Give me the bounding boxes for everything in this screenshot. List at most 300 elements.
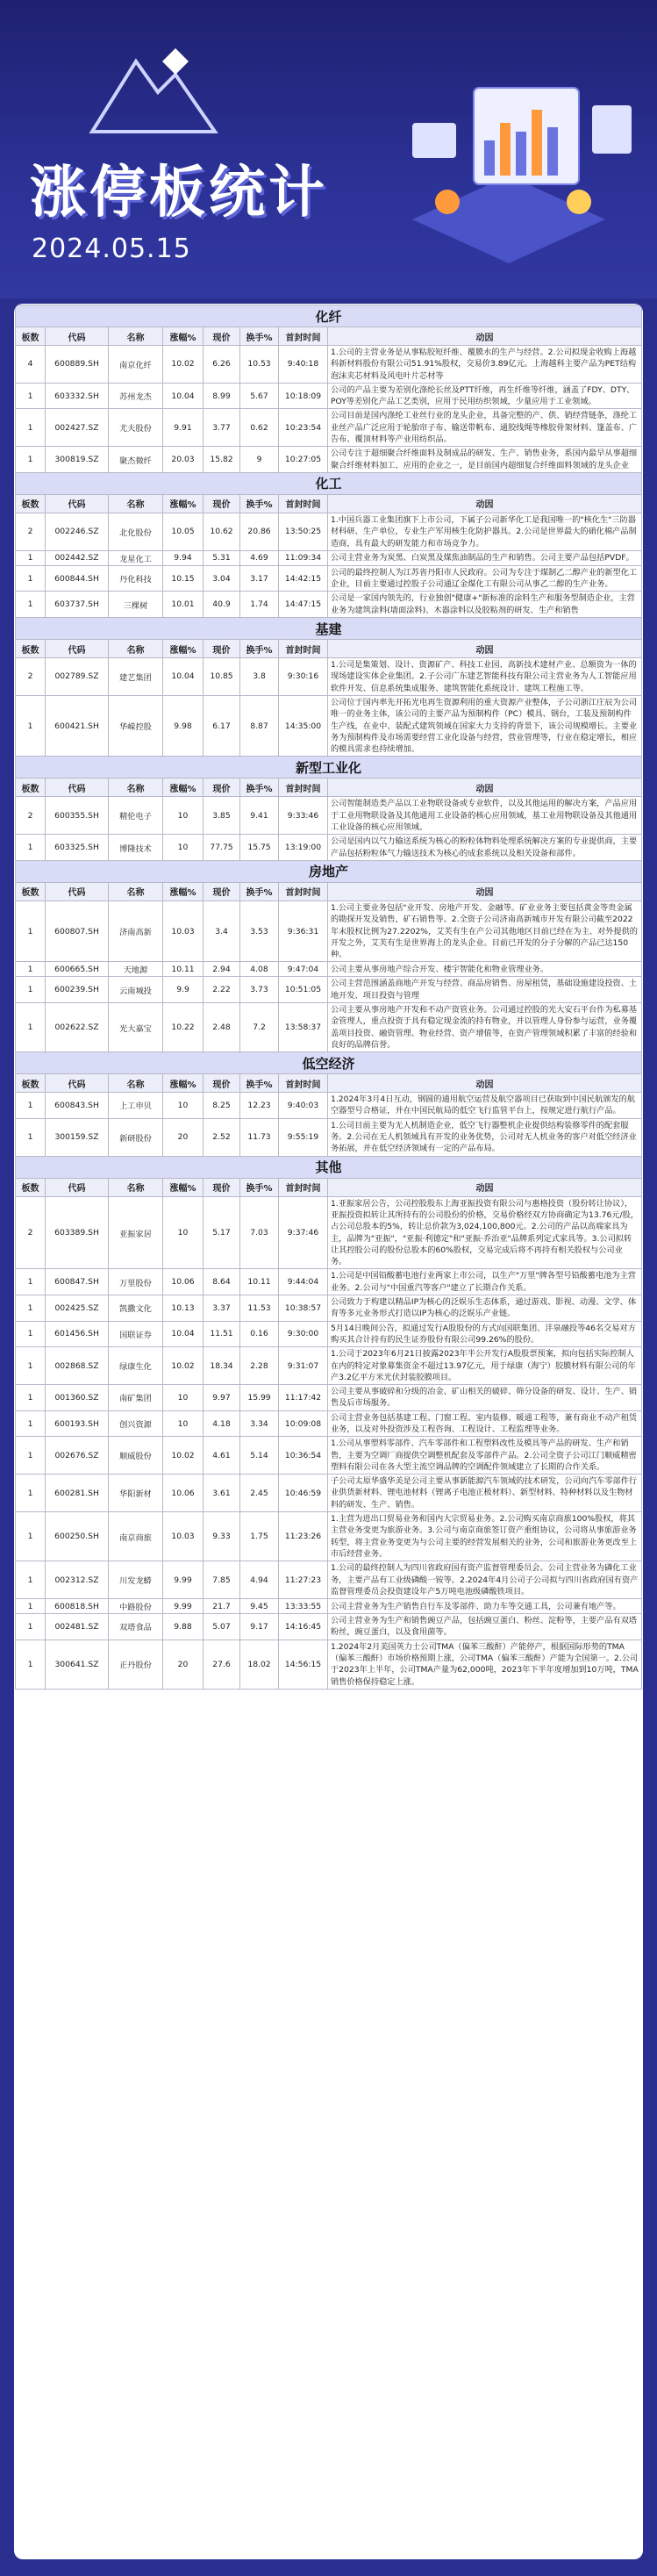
first-seal-time-cell: 9:55:19 bbox=[279, 1118, 328, 1156]
stock-code-cell: 002676.SZ bbox=[46, 1437, 109, 1475]
stock-name-cell: 尤夫股份 bbox=[109, 409, 163, 447]
section-title: 基建 bbox=[16, 618, 642, 640]
price-cell: 2.48 bbox=[204, 1002, 240, 1051]
stock-name-cell: 精伦电子 bbox=[109, 797, 163, 835]
stock-name-cell: 云南城投 bbox=[109, 977, 163, 1003]
column-header-first-seal-time: 首封时间 bbox=[279, 1074, 328, 1093]
stock-name-cell: 聚杰微纤 bbox=[109, 447, 163, 473]
limit-up-table bbox=[15, 305, 642, 1690]
stock-name-cell: 三棵树 bbox=[109, 592, 163, 618]
turnover-pct-cell: 1.74 bbox=[240, 592, 279, 618]
reason-cell: 1.亚振家居公告，公司控股股东上海亚振投资有限公司与惠格投资（股份转让协议），亚振投资拟转让其所持有的公司股份的价格，交易价格经双方协商确定为13.76元/股，占公司总股本的5%，转让总价款为3,024,100,800元。2.公司的产品以高端家具为主，品牌为"亚振"，"亚振·利德定"和"亚振·乔治亚"品牌系列定式家具等。3.公司拟转让其控股公司的股份总股本的60%股权，交易完成后将不再持有相关股权与公司业务。 bbox=[328, 1196, 642, 1269]
section-header bbox=[16, 1052, 642, 1074]
first-seal-time-cell: 9:33:46 bbox=[279, 797, 328, 835]
board-count-cell: 2 bbox=[16, 1196, 46, 1269]
price-cell: 3.61 bbox=[204, 1475, 240, 1512]
reason-cell: 公司是一家国内领先的，行业独创"健康+"新标准的涂料生产和服务型制造企业，主营业务为建筑涂料(墙面涂料)、木器涂料以及胶粘剂的研发、生产和销售 bbox=[328, 592, 642, 618]
turnover-pct-cell: 9.17 bbox=[240, 1614, 279, 1640]
price-cell: 8.25 bbox=[204, 1093, 240, 1119]
stock-code-cell: 600250.SH bbox=[46, 1512, 109, 1561]
first-seal-time-cell: 13:19:00 bbox=[279, 835, 328, 861]
stock-code-cell: 002622.SZ bbox=[46, 1002, 109, 1051]
stock-name-cell: 南矿集团 bbox=[109, 1385, 163, 1411]
stock-code-cell: 600843.SH bbox=[46, 1093, 109, 1119]
board-count-cell: 1 bbox=[16, 383, 46, 409]
turnover-pct-cell: 3.8 bbox=[240, 658, 279, 696]
column-header-stock-code: 代码 bbox=[46, 882, 109, 901]
table-row[interactable] bbox=[16, 797, 642, 835]
turnover-pct-cell: 4.94 bbox=[240, 1561, 279, 1599]
column-header-price: 现价 bbox=[204, 327, 240, 346]
reason-cell: 公司的产品主要为差别化涤纶长丝及PTT纤维，再生纤维等纤维，涵盖了FDY、DTY、POY等差别化产品工艺类别，应用于民用纺织领域，少量应用于工业领域。 bbox=[328, 383, 642, 409]
column-header-board-count: 板数 bbox=[16, 1178, 46, 1196]
stock-code-cell: 300641.SZ bbox=[46, 1640, 109, 1689]
board-count-cell: 1 bbox=[16, 1269, 46, 1295]
first-seal-time-cell: 11:17:42 bbox=[279, 1385, 328, 1411]
board-count-cell: 1 bbox=[16, 1475, 46, 1512]
column-header-row bbox=[16, 1074, 642, 1093]
price-cell: 3.37 bbox=[204, 1295, 240, 1322]
table-row[interactable] bbox=[16, 513, 642, 550]
stock-name-cell: 凯撒文化 bbox=[109, 1295, 163, 1322]
table-row[interactable] bbox=[16, 1093, 642, 1119]
column-header-turnover-pct: 换手% bbox=[240, 1178, 279, 1196]
price-cell: 9.97 bbox=[204, 1385, 240, 1411]
first-seal-time-cell: 10:23:54 bbox=[279, 409, 328, 447]
price-cell: 2.52 bbox=[204, 1118, 240, 1156]
table-row[interactable] bbox=[16, 1385, 642, 1411]
gain-pct-cell: 10.02 bbox=[163, 1347, 204, 1385]
stock-name-cell: 国联证券 bbox=[109, 1321, 163, 1347]
board-count-cell: 1 bbox=[16, 695, 46, 756]
price-cell: 10.62 bbox=[204, 513, 240, 550]
board-count-cell: 1 bbox=[16, 1410, 46, 1437]
column-header-stock-code: 代码 bbox=[46, 1178, 109, 1196]
table-row[interactable] bbox=[16, 1269, 642, 1295]
turnover-pct-cell: 11.53 bbox=[240, 1295, 279, 1322]
price-cell: 40.9 bbox=[204, 592, 240, 618]
turnover-pct-cell: 9.45 bbox=[240, 1599, 279, 1614]
turnover-pct-cell: 18.02 bbox=[240, 1640, 279, 1689]
reason-cell: 公司致力于构建以精品IP为核心的泛娱乐生态体系，通过游戏、影视、动漫、文学、体育等多元业务形式打造以IP为核心的泛娱乐产业链。 bbox=[328, 1295, 642, 1322]
column-header-row bbox=[16, 640, 642, 658]
table-row[interactable] bbox=[16, 695, 642, 756]
stock-code-cell: 600889.SH bbox=[46, 346, 109, 384]
board-count-cell: 2 bbox=[16, 797, 46, 835]
price-cell: 21.7 bbox=[204, 1599, 240, 1614]
gain-pct-cell: 10 bbox=[163, 1385, 204, 1411]
reason-cell: 1.公司从事塑料零部件、汽车零部件和工程塑料改性及模具等产品的研发、生产和销售，主要为空调厂商提供空调整机配套及零部件产品。2.公司全资子公司江门顺威精密塑料有限公司在各大型主流空调品牌的空调配件领域建立了长期的合作关系。 bbox=[328, 1437, 642, 1475]
table-row[interactable] bbox=[16, 550, 642, 565]
turnover-pct-cell: 0.16 bbox=[240, 1321, 279, 1347]
board-count-cell: 1 bbox=[16, 1347, 46, 1385]
board-count-cell: 1 bbox=[16, 565, 46, 592]
table-row[interactable] bbox=[16, 565, 642, 592]
column-header-turnover-pct: 换手% bbox=[240, 494, 279, 513]
first-seal-time-cell: 9:47:04 bbox=[279, 962, 328, 977]
table-row[interactable] bbox=[16, 1321, 642, 1347]
column-header-stock-code: 代码 bbox=[46, 494, 109, 513]
turnover-pct-cell: 4.08 bbox=[240, 962, 279, 977]
turnover-pct-cell: 3.53 bbox=[240, 901, 279, 961]
column-header-row bbox=[16, 327, 642, 346]
reason-cell: 公司目前是国内涤纶工业丝行业的龙头企业，具备完整的产、供、销经营链条，涤纶工业丝产品广泛应用于轮胎帘子布、输送带帆布、通胶线绳等橡胶骨架材料、篷盖布、广告布、覆顶材料等产业用纺织品。 bbox=[328, 409, 642, 447]
turnover-pct-cell: 2.28 bbox=[240, 1347, 279, 1385]
reason-cell: 公司主要从事房地产综合开发、楼宇智能化和物业管理业务。 bbox=[328, 962, 642, 977]
table-row[interactable] bbox=[16, 1347, 642, 1385]
gain-pct-cell: 20 bbox=[163, 1640, 204, 1689]
column-header-turnover-pct: 换手% bbox=[240, 882, 279, 901]
column-header-board-count: 板数 bbox=[16, 327, 46, 346]
column-header-stock-name: 名称 bbox=[109, 779, 163, 797]
board-count-cell: 2 bbox=[16, 513, 46, 550]
table-row[interactable] bbox=[16, 977, 642, 1003]
first-seal-time-cell: 14:47:15 bbox=[279, 592, 328, 618]
price-cell: 8.64 bbox=[204, 1269, 240, 1295]
price-cell: 3.4 bbox=[204, 901, 240, 961]
board-count-cell: 1 bbox=[16, 977, 46, 1003]
first-seal-time-cell: 10:18:09 bbox=[279, 383, 328, 409]
section-title: 新型工业化 bbox=[16, 757, 642, 779]
first-seal-time-cell: 13:33:55 bbox=[279, 1599, 328, 1614]
column-header-stock-name: 名称 bbox=[109, 327, 163, 346]
first-seal-time-cell: 13:58:37 bbox=[279, 1002, 328, 1051]
stock-code-cell: 002481.SZ bbox=[46, 1614, 109, 1640]
column-header-reason: 动因 bbox=[328, 779, 642, 797]
column-header-first-seal-time: 首封时间 bbox=[279, 779, 328, 797]
stock-name-cell: 北化股份 bbox=[109, 513, 163, 550]
first-seal-time-cell: 9:40:03 bbox=[279, 1093, 328, 1119]
column-header-price: 现价 bbox=[204, 1074, 240, 1093]
data-dashboard-illustration-icon bbox=[377, 70, 640, 272]
stock-code-cell: 001360.SZ bbox=[46, 1385, 109, 1411]
gain-pct-cell: 10.05 bbox=[163, 513, 204, 550]
stock-code-cell: 002868.SZ bbox=[46, 1347, 109, 1385]
stock-code-cell: 603325.SH bbox=[46, 835, 109, 861]
gain-pct-cell: 9.94 bbox=[163, 550, 204, 565]
section-title: 其他 bbox=[16, 1156, 642, 1178]
column-header-board-count: 板数 bbox=[16, 494, 46, 513]
stock-name-cell: 天地源 bbox=[109, 962, 163, 977]
gain-pct-cell: 9.99 bbox=[163, 1561, 204, 1599]
reason-cell: 公司主要从事破碎和分级的冶金、矿山相关的破碎、筛分设备的研发、设计、生产、销售及后市场服务。 bbox=[328, 1385, 642, 1411]
page-date: 2024.05.15 bbox=[32, 233, 191, 264]
gain-pct-cell: 10 bbox=[163, 1196, 204, 1269]
gain-pct-cell: 10.06 bbox=[163, 1269, 204, 1295]
price-cell: 5.17 bbox=[204, 1196, 240, 1269]
table-row[interactable] bbox=[16, 1118, 642, 1156]
column-header-price: 现价 bbox=[204, 882, 240, 901]
turnover-pct-cell: 0.62 bbox=[240, 409, 279, 447]
table-row[interactable] bbox=[16, 383, 642, 409]
turnover-pct-cell: 2.45 bbox=[240, 1475, 279, 1512]
board-count-cell: 1 bbox=[16, 592, 46, 618]
price-cell: 11.51 bbox=[204, 1321, 240, 1347]
gain-pct-cell: 10 bbox=[163, 835, 204, 861]
board-count-cell: 1 bbox=[16, 1002, 46, 1051]
stock-code-cell: 603737.SH bbox=[46, 592, 109, 618]
gain-pct-cell: 20.03 bbox=[163, 447, 204, 473]
price-cell: 10.85 bbox=[204, 658, 240, 696]
section-title: 化纤 bbox=[16, 305, 642, 327]
stock-name-cell: 南京化纤 bbox=[109, 346, 163, 384]
column-header-stock-code: 代码 bbox=[46, 779, 109, 797]
column-header-stock-name: 名称 bbox=[109, 640, 163, 658]
section-header bbox=[16, 1156, 642, 1178]
stock-code-cell: 601456.SH bbox=[46, 1321, 109, 1347]
table-row[interactable] bbox=[16, 1614, 642, 1640]
stock-name-cell: 建艺集团 bbox=[109, 658, 163, 696]
board-count-cell: 1 bbox=[16, 835, 46, 861]
reason-cell: 公司是国内以气力输送系统为核心的粉粒体物料处理系统解决方案的专业提供商，主要产品包括粉粒体气力输送技术为核心的成套系统以及相关设备和部件。 bbox=[328, 835, 642, 861]
column-header-turnover-pct: 换手% bbox=[240, 1074, 279, 1093]
page-title: 涨停板统计 bbox=[30, 161, 328, 226]
column-header-price: 现价 bbox=[204, 640, 240, 658]
table-row[interactable] bbox=[16, 1410, 642, 1437]
board-count-cell: 1 bbox=[16, 962, 46, 977]
price-cell: 6.17 bbox=[204, 695, 240, 756]
reason-cell: 1.公司于2023年6月21日披露2023年半公开发行A股股票预案，拟向包括实际控制人在内的特定对象募集资金不超过13.97亿元，用于绿康（海宁）胶膜材料有限公司的年产3.2亿平方米光伏封装胶膜项目。 bbox=[328, 1347, 642, 1385]
first-seal-time-cell: 14:42:15 bbox=[279, 565, 328, 592]
first-seal-time-cell: 9:30:16 bbox=[279, 658, 328, 696]
stock-name-cell: 绿康生化 bbox=[109, 1347, 163, 1385]
stock-code-cell: 002427.SZ bbox=[46, 409, 109, 447]
stock-name-cell: 龙星化工 bbox=[109, 550, 163, 565]
table-row[interactable] bbox=[16, 835, 642, 861]
column-header-stock-name: 名称 bbox=[109, 494, 163, 513]
board-count-cell: 2 bbox=[16, 658, 46, 696]
reason-cell: 公司主营业务为生产和销售豌豆产品，包括豌豆蛋白、粉丝、淀粉等，主要产品有双塔粉丝，豌豆蛋白，以及食用菌等。 bbox=[328, 1614, 642, 1640]
section-header bbox=[16, 305, 642, 327]
gain-pct-cell: 9.99 bbox=[163, 1599, 204, 1614]
column-header-price: 现价 bbox=[204, 779, 240, 797]
gain-pct-cell: 10.03 bbox=[163, 1512, 204, 1561]
first-seal-time-cell: 14:56:15 bbox=[279, 1640, 328, 1689]
first-seal-time-cell: 9:31:07 bbox=[279, 1347, 328, 1385]
stock-name-cell: 光大嘉宝 bbox=[109, 1002, 163, 1051]
column-header-reason: 动因 bbox=[328, 882, 642, 901]
table-row[interactable] bbox=[16, 962, 642, 977]
column-header-stock-name: 名称 bbox=[109, 882, 163, 901]
table-row[interactable] bbox=[16, 1002, 642, 1051]
stock-code-cell: 600818.SH bbox=[46, 1599, 109, 1614]
turnover-pct-cell: 1.75 bbox=[240, 1512, 279, 1561]
price-cell: 5.07 bbox=[204, 1614, 240, 1640]
price-cell: 3.77 bbox=[204, 409, 240, 447]
price-cell: 7.85 bbox=[204, 1561, 240, 1599]
column-header-gain-pct: 涨幅% bbox=[163, 1074, 204, 1093]
gain-pct-cell: 10.22 bbox=[163, 1002, 204, 1051]
column-header-stock-name: 名称 bbox=[109, 1178, 163, 1196]
limit-up-table-panel bbox=[14, 304, 643, 2559]
stock-name-cell: 顺威股份 bbox=[109, 1437, 163, 1475]
reason-cell: 1.公司的主营业务是从事粘胶短纤维、覆膜水的生产与经营。2.公司拟现金收购上海越科新材料股份有限公司51.91%股权，交易价3.89亿元。上海越科主要产品为PET结构泡沫夹芯材料及风电叶片芯材等 bbox=[328, 346, 642, 384]
table-row[interactable] bbox=[16, 1475, 642, 1512]
section-header bbox=[16, 860, 642, 882]
turnover-pct-cell: 9 bbox=[240, 447, 279, 473]
column-header-reason: 动因 bbox=[328, 327, 642, 346]
turnover-pct-cell: 5.14 bbox=[240, 1437, 279, 1475]
price-cell: 2.22 bbox=[204, 977, 240, 1003]
stock-code-cell: 600281.SH bbox=[46, 1475, 109, 1512]
board-count-cell: 1 bbox=[16, 1295, 46, 1322]
first-seal-time-cell: 11:27:23 bbox=[279, 1561, 328, 1599]
table-row[interactable] bbox=[16, 1196, 642, 1269]
column-header-first-seal-time: 首封时间 bbox=[279, 1178, 328, 1196]
gain-pct-cell: 10.02 bbox=[163, 1437, 204, 1475]
board-count-cell: 1 bbox=[16, 1614, 46, 1640]
stock-name-cell: 博隆技术 bbox=[109, 835, 163, 861]
column-header-reason: 动因 bbox=[328, 1074, 642, 1093]
table-row[interactable] bbox=[16, 1561, 642, 1599]
stock-code-cell: 300819.SZ bbox=[46, 447, 109, 473]
reason-cell: 1.公司是中国铅酸蓄电池行业两家上市公司，以生产"万里"牌各型号铅酸蓄电池为主营业务。2.公司与"中国重汽等客户"建立了长期合作关系。 bbox=[328, 1269, 642, 1295]
first-seal-time-cell: 9:36:31 bbox=[279, 901, 328, 961]
stock-name-cell: 正丹股份 bbox=[109, 1640, 163, 1689]
board-count-cell: 1 bbox=[16, 1561, 46, 1599]
turnover-pct-cell: 3.34 bbox=[240, 1410, 279, 1437]
column-header-board-count: 板数 bbox=[16, 779, 46, 797]
first-seal-time-cell: 9:30:00 bbox=[279, 1321, 328, 1347]
stock-name-cell: 济南高新 bbox=[109, 901, 163, 961]
turnover-pct-cell: 7.2 bbox=[240, 1002, 279, 1051]
gain-pct-cell: 20 bbox=[163, 1118, 204, 1156]
table-row[interactable] bbox=[16, 409, 642, 447]
reason-cell: 1.2024年2月美国英力士公司TMA（偏苯三酸酐）产能停产，根据国际形势的TMA（偏苯三酸酐）市场价格预期上涨，公司TMA（偏苯三酸酐）产能为全国第一。2.公司于2023年上半年，公司TMA产量为62,000吨，2023年下半年度增加到10万吨，TMA销售价格保持稳定上涨。 bbox=[328, 1640, 642, 1689]
column-header-row bbox=[16, 779, 642, 797]
stock-name-cell: 丹化科技 bbox=[109, 565, 163, 592]
section-title: 房地产 bbox=[16, 860, 642, 882]
reason-cell: 公司智能制造类产品以工业物联设备或专业软件，以及其他运用的解决方案，产品应用于工业用物联设备及其他通用工业设备的核心应用领域，基工业用物联设备及其他通用工业设备的核心应用领域。 bbox=[328, 797, 642, 835]
column-header-reason: 动因 bbox=[328, 640, 642, 658]
stock-code-cell: 603332.SH bbox=[46, 383, 109, 409]
price-cell: 27.6 bbox=[204, 1640, 240, 1689]
board-count-cell: 1 bbox=[16, 550, 46, 565]
first-seal-time-cell: 9:40:18 bbox=[279, 346, 328, 384]
stock-code-cell: 600844.SH bbox=[46, 565, 109, 592]
gain-pct-cell: 10.01 bbox=[163, 592, 204, 618]
stock-name-cell: 苏州龙杰 bbox=[109, 383, 163, 409]
stock-name-cell: 万里股份 bbox=[109, 1269, 163, 1295]
column-header-stock-name: 名称 bbox=[109, 1074, 163, 1093]
turnover-pct-cell: 10.11 bbox=[240, 1269, 279, 1295]
table-row[interactable] bbox=[16, 592, 642, 618]
table-row[interactable] bbox=[16, 1437, 642, 1475]
board-count-cell: 1 bbox=[16, 1640, 46, 1689]
gain-pct-cell: 10.13 bbox=[163, 1295, 204, 1322]
stock-name-cell: 新研股份 bbox=[109, 1118, 163, 1156]
column-header-first-seal-time: 首封时间 bbox=[279, 327, 328, 346]
column-header-board-count: 板数 bbox=[16, 882, 46, 901]
reason-cell: 公司专注于超细聚合纤维面料及制成品的研发、生产、销售业务，系国内最早从事超细聚合纤维材料加工、应用的企业之一，是目前国内超细复合纤维面料领域的龙头企业 bbox=[328, 447, 642, 473]
stock-code-cell: 002246.SZ bbox=[46, 513, 109, 550]
column-header-row bbox=[16, 1178, 642, 1196]
table-row[interactable] bbox=[16, 1599, 642, 1614]
first-seal-time-cell: 10:36:54 bbox=[279, 1437, 328, 1475]
gain-pct-cell: 10.03 bbox=[163, 901, 204, 961]
stock-code-cell: 002425.SZ bbox=[46, 1295, 109, 1322]
price-cell: 5.31 bbox=[204, 550, 240, 565]
table-row[interactable] bbox=[16, 1512, 642, 1561]
column-header-board-count: 板数 bbox=[16, 640, 46, 658]
board-count-cell: 1 bbox=[16, 1118, 46, 1156]
first-seal-time-cell: 14:35:00 bbox=[279, 695, 328, 756]
column-header-turnover-pct: 换手% bbox=[240, 327, 279, 346]
gain-pct-cell: 10 bbox=[163, 797, 204, 835]
board-count-cell: 1 bbox=[16, 447, 46, 473]
price-cell: 3.85 bbox=[204, 797, 240, 835]
column-header-gain-pct: 涨幅% bbox=[163, 779, 204, 797]
price-cell: 6.26 bbox=[204, 346, 240, 384]
price-cell: 18.34 bbox=[204, 1347, 240, 1385]
gain-pct-cell: 10 bbox=[163, 1410, 204, 1437]
reason-cell: 公司主营业务为炭黑、白炭黑及煤焦油制品的生产和销售。公司主要产品包括PVDF。 bbox=[328, 550, 642, 565]
column-header-first-seal-time: 首封时间 bbox=[279, 882, 328, 901]
board-count-cell: 1 bbox=[16, 1385, 46, 1411]
column-header-stock-code: 代码 bbox=[46, 327, 109, 346]
reason-cell: 1.公司是集策划、设计、资源矿产、科技工业园、高新技术建材产业、总额资为一体的现场建设实体企业集团。2.子公司广东建艺智能科技有限公司主营业务为人工智能应用软件开发、信息系统集成服务、建筑智能化系统设计、建筑工程施工等。 bbox=[328, 658, 642, 696]
table-row[interactable] bbox=[16, 901, 642, 961]
first-seal-time-cell: 10:27:05 bbox=[279, 447, 328, 473]
column-header-gain-pct: 涨幅% bbox=[163, 882, 204, 901]
reason-cell: 公司的最终控制人为江苏省丹阳市人民政府。公司为专注于煤制乙二醇产业的新型化工企业，目前主要通过控股子公司通辽金煤化工有限公司从事乙二醇的生产业务。 bbox=[328, 565, 642, 592]
turnover-pct-cell: 15.75 bbox=[240, 835, 279, 861]
column-header-stock-code: 代码 bbox=[46, 640, 109, 658]
stock-code-cell: 603389.SH bbox=[46, 1196, 109, 1269]
column-header-turnover-pct: 换手% bbox=[240, 640, 279, 658]
price-cell: 4.61 bbox=[204, 1437, 240, 1475]
table-row[interactable] bbox=[16, 658, 642, 696]
stock-code-cell: 002312.SZ bbox=[46, 1561, 109, 1599]
reason-cell: 公司主营业务为生产销售自行车及零部件、助力车等交通工具，公司兼有地产等。 bbox=[328, 1599, 642, 1614]
table-row[interactable] bbox=[16, 1640, 642, 1689]
column-header-price: 现价 bbox=[204, 494, 240, 513]
turnover-pct-cell: 3.73 bbox=[240, 977, 279, 1003]
stock-code-cell: 600193.SH bbox=[46, 1410, 109, 1437]
column-header-gain-pct: 涨幅% bbox=[163, 494, 204, 513]
section-title: 低空经济 bbox=[16, 1052, 642, 1074]
price-cell: 77.75 bbox=[204, 835, 240, 861]
first-seal-time-cell: 14:16:45 bbox=[279, 1614, 328, 1640]
first-seal-time-cell: 13:50:25 bbox=[279, 513, 328, 550]
gain-pct-cell: 10.04 bbox=[163, 1321, 204, 1347]
column-header-stock-code: 代码 bbox=[46, 1074, 109, 1093]
price-cell: 9.33 bbox=[204, 1512, 240, 1561]
table-row[interactable] bbox=[16, 346, 642, 384]
stock-name-cell: 中路股份 bbox=[109, 1599, 163, 1614]
reason-cell: 1.公司目前主要为无人机制造企业，低空飞行器整机企业提供结构装修零件的配套服务。2.公司在无人机领域具有开发的业务优势，公司对无人机业务的客户对低空经济业务拓展，并在低空经济领域有一定的产品布局。 bbox=[328, 1118, 642, 1156]
first-seal-time-cell: 11:09:34 bbox=[279, 550, 328, 565]
stock-name-cell: 亚振家居 bbox=[109, 1196, 163, 1269]
price-cell: 4.18 bbox=[204, 1410, 240, 1437]
stock-name-cell: 上工申贝 bbox=[109, 1093, 163, 1119]
gain-pct-cell: 10 bbox=[163, 1093, 204, 1119]
section-header bbox=[16, 757, 642, 779]
reason-cell: 公司主营范围涵盖商地产开发与经营、商品房销售、房屋租赁，基础设施建设投资、土地开发、项目投资与管理 bbox=[328, 977, 642, 1003]
turnover-pct-cell: 3.17 bbox=[240, 565, 279, 592]
table-row[interactable] bbox=[16, 1295, 642, 1322]
column-header-first-seal-time: 首封时间 bbox=[279, 640, 328, 658]
table-row[interactable] bbox=[16, 447, 642, 473]
board-count-cell: 1 bbox=[16, 1512, 46, 1561]
reason-cell: 1.公司主要业务包括"业开发、房地产开发、金融等。矿业业务主要包括黄金等贵金属的勘探开发及销售，矿石销售等。2.全资子公司济南高新城市开发有限公司截至2022年末股权比例为27.2202%，艾芙有生在产公司其他地区目前已经在为主、对外提供的开发之外，艾芙有生是世界海上的龙头企业。目前已开发的分子分解的产品已达150种。 bbox=[328, 901, 642, 961]
stock-name-cell: 双塔食品 bbox=[109, 1614, 163, 1640]
turnover-pct-cell: 7.03 bbox=[240, 1196, 279, 1269]
gain-pct-cell: 10.04 bbox=[163, 383, 204, 409]
price-cell: 8.99 bbox=[204, 383, 240, 409]
board-count-cell: 1 bbox=[16, 1093, 46, 1119]
board-count-cell: 1 bbox=[16, 1599, 46, 1614]
